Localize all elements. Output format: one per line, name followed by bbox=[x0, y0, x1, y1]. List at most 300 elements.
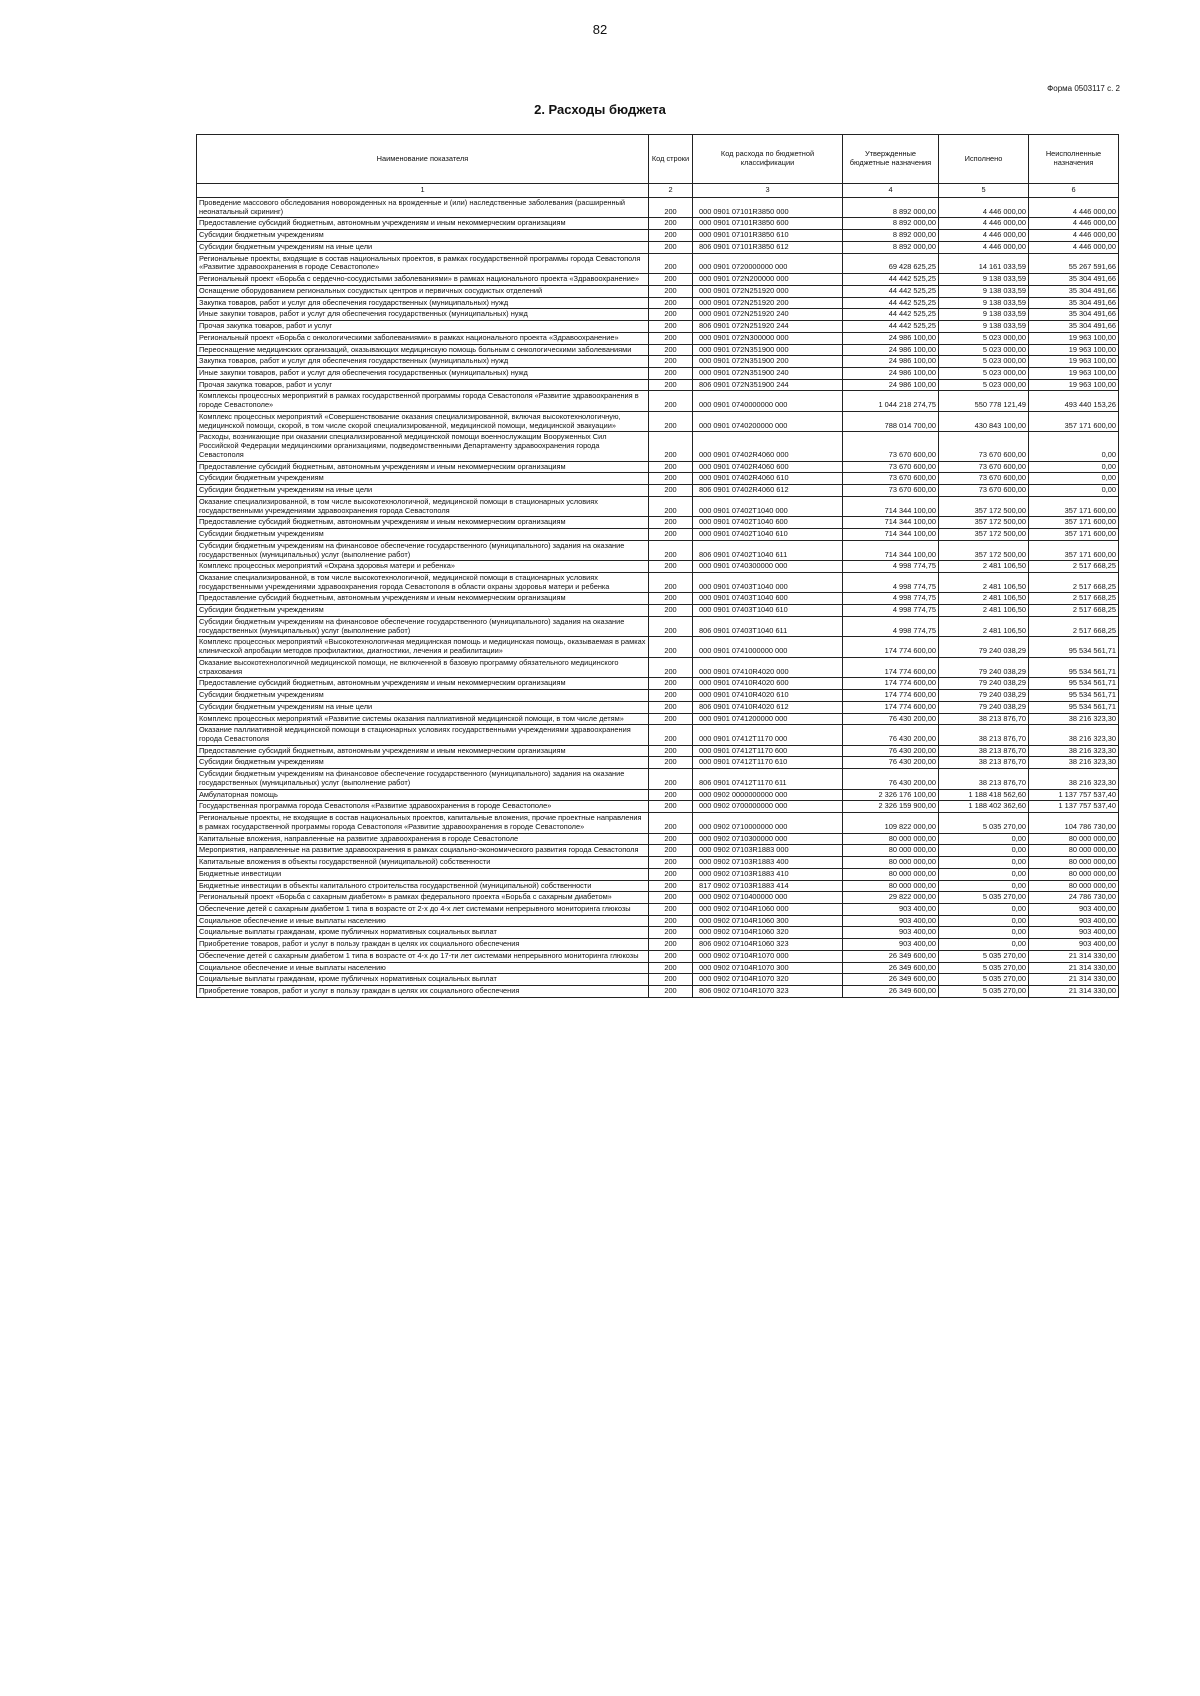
row-executed: 5 035 270,00 bbox=[939, 986, 1029, 998]
header-line-code: Код строки bbox=[649, 135, 693, 184]
row-approved: 73 670 600,00 bbox=[843, 432, 939, 461]
row-unexecuted: 19 963 100,00 bbox=[1029, 379, 1119, 391]
row-unexecuted: 2 517 668,25 bbox=[1029, 593, 1119, 605]
row-name: Субсидии бюджетным учреждениям на финансовое обеспечение государственного (муниципального) задания на оказание государственных (муниципальных) услуг (выполнение работ) bbox=[197, 769, 649, 789]
row-name: Оснащение оборудованием региональных сосудистых центров и первичных сосудистых отделений bbox=[197, 285, 649, 297]
table-row bbox=[197, 927, 1119, 939]
row-unexecuted: 0,00 bbox=[1029, 485, 1119, 497]
row-executed: 38 213 876,70 bbox=[939, 757, 1029, 769]
table-row bbox=[197, 605, 1119, 617]
row-name: Мероприятия, направленные на развитие здравоохранения в рамках социально-экономического развития города Севастополя bbox=[197, 845, 649, 857]
row-approved: 80 000 000,00 bbox=[843, 845, 939, 857]
table-row bbox=[197, 657, 1119, 677]
row-approved: 1 044 218 274,75 bbox=[843, 391, 939, 411]
row-name: Социальные выплаты гражданам, кроме публичных нормативных социальных выплат bbox=[197, 927, 649, 939]
row-budget-code: 000 0902 07103R1883 410 bbox=[693, 868, 843, 880]
table-row bbox=[197, 473, 1119, 485]
row-budget-code: 000 0901 072N351900 000 bbox=[693, 344, 843, 356]
row-approved: 76 430 200,00 bbox=[843, 725, 939, 745]
row-unexecuted: 19 963 100,00 bbox=[1029, 332, 1119, 344]
row-approved: 2 326 176 100,00 bbox=[843, 789, 939, 801]
table-row bbox=[197, 845, 1119, 857]
table-header bbox=[197, 135, 1119, 184]
row-approved: 109 822 000,00 bbox=[843, 813, 939, 833]
row-unexecuted: 19 963 100,00 bbox=[1029, 368, 1119, 380]
table-row bbox=[197, 540, 1119, 560]
row-approved: 24 986 100,00 bbox=[843, 356, 939, 368]
row-executed: 38 213 876,70 bbox=[939, 725, 1029, 745]
row-approved: 76 430 200,00 bbox=[843, 713, 939, 725]
header-unexecuted: Неисполненные назначения bbox=[1029, 135, 1119, 184]
row-name: Субсидии бюджетным учреждениям на иные цели bbox=[197, 701, 649, 713]
row-line-code: 200 bbox=[649, 801, 693, 813]
header-approved: Утвержденные бюджетные назначения bbox=[843, 135, 939, 184]
row-line-code: 200 bbox=[649, 356, 693, 368]
column-number: 2 bbox=[649, 184, 693, 198]
row-name: Бюджетные инвестиции bbox=[197, 868, 649, 880]
row-name: Оказание специализированной, в том числе высокотехнологичной, медицинской помощи в стационарных условиях государственными учреждениями здравоохранения города Севастополя bbox=[197, 496, 649, 516]
row-line-code: 200 bbox=[649, 218, 693, 230]
row-unexecuted: 1 137 757 537,40 bbox=[1029, 801, 1119, 813]
row-line-code: 200 bbox=[649, 198, 693, 218]
row-name: Субсидии бюджетным учреждениям на иные цели bbox=[197, 241, 649, 253]
row-unexecuted: 80 000 000,00 bbox=[1029, 868, 1119, 880]
table-row bbox=[197, 561, 1119, 573]
row-line-code: 200 bbox=[649, 561, 693, 573]
row-executed: 9 138 033,59 bbox=[939, 274, 1029, 286]
row-line-code: 200 bbox=[649, 432, 693, 461]
row-line-code: 200 bbox=[649, 230, 693, 242]
row-executed: 0,00 bbox=[939, 833, 1029, 845]
table-row bbox=[197, 198, 1119, 218]
row-budget-code: 000 0902 07104R1060 000 bbox=[693, 904, 843, 916]
row-approved: 903 400,00 bbox=[843, 927, 939, 939]
row-name: Социальные выплаты гражданам, кроме публичных нормативных социальных выплат bbox=[197, 974, 649, 986]
row-line-code: 200 bbox=[649, 950, 693, 962]
table-row bbox=[197, 701, 1119, 713]
row-executed: 9 138 033,59 bbox=[939, 309, 1029, 321]
table-row bbox=[197, 297, 1119, 309]
row-line-code: 200 bbox=[649, 868, 693, 880]
row-approved: 80 000 000,00 bbox=[843, 857, 939, 869]
row-name: Обеспечение детей с сахарным диабетом 1 типа в возрасте от 2-х до 4-х лет системами непрерывного мониторинга глюкозы bbox=[197, 904, 649, 916]
row-line-code: 200 bbox=[649, 962, 693, 974]
row-line-code: 200 bbox=[649, 789, 693, 801]
row-unexecuted: 2 517 668,25 bbox=[1029, 616, 1119, 636]
row-approved: 174 774 600,00 bbox=[843, 637, 939, 657]
row-executed: 357 172 500,00 bbox=[939, 540, 1029, 560]
row-name: Проведение массового обследования новорожденных на врожденные и (или) наследственные заболевания (расширенный неонатальный скрининг) bbox=[197, 198, 649, 218]
row-unexecuted: 0,00 bbox=[1029, 432, 1119, 461]
row-executed: 430 843 100,00 bbox=[939, 411, 1029, 431]
row-name: Субсидии бюджетным учреждениям на иные цели bbox=[197, 485, 649, 497]
row-executed: 5 023 000,00 bbox=[939, 332, 1029, 344]
row-unexecuted: 80 000 000,00 bbox=[1029, 857, 1119, 869]
row-name: Переоснащение медицинских организаций, оказывающих медицинскую помощь больным с онкологическими заболеваниями bbox=[197, 344, 649, 356]
row-budget-code: 000 0901 07101R3850 600 bbox=[693, 218, 843, 230]
row-line-code: 200 bbox=[649, 274, 693, 286]
row-name: Предоставление субсидий бюджетным, автономным учреждениям и иным некоммерческим организациям bbox=[197, 218, 649, 230]
table-row bbox=[197, 572, 1119, 592]
row-unexecuted: 35 304 491,66 bbox=[1029, 321, 1119, 333]
row-name: Социальное обеспечение и иные выплаты населению bbox=[197, 962, 649, 974]
row-unexecuted: 24 786 730,00 bbox=[1029, 892, 1119, 904]
table-row bbox=[197, 974, 1119, 986]
row-executed: 1 188 418 562,60 bbox=[939, 789, 1029, 801]
row-budget-code: 000 0901 07410R4020 610 bbox=[693, 690, 843, 702]
row-approved: 44 442 525,25 bbox=[843, 285, 939, 297]
row-executed: 5 023 000,00 bbox=[939, 344, 1029, 356]
row-line-code: 200 bbox=[649, 745, 693, 757]
row-unexecuted: 19 963 100,00 bbox=[1029, 344, 1119, 356]
row-approved: 26 349 600,00 bbox=[843, 986, 939, 998]
row-line-code: 200 bbox=[649, 845, 693, 857]
table-row bbox=[197, 939, 1119, 951]
row-executed: 2 481 106,50 bbox=[939, 605, 1029, 617]
row-approved: 4 998 774,75 bbox=[843, 605, 939, 617]
row-approved: 903 400,00 bbox=[843, 904, 939, 916]
row-executed: 0,00 bbox=[939, 845, 1029, 857]
row-executed: 357 172 500,00 bbox=[939, 517, 1029, 529]
row-approved: 26 349 600,00 bbox=[843, 974, 939, 986]
row-approved: 44 442 525,25 bbox=[843, 309, 939, 321]
row-unexecuted: 2 517 668,25 bbox=[1029, 561, 1119, 573]
row-approved: 29 822 000,00 bbox=[843, 892, 939, 904]
row-name: Иные закупки товаров, работ и услуг для обеспечения государственных (муниципальных) нужд bbox=[197, 309, 649, 321]
table-row bbox=[197, 904, 1119, 916]
table-row bbox=[197, 321, 1119, 333]
table-row bbox=[197, 241, 1119, 253]
row-budget-code: 000 0901 07412T1170 600 bbox=[693, 745, 843, 757]
row-unexecuted: 4 446 000,00 bbox=[1029, 218, 1119, 230]
row-unexecuted: 0,00 bbox=[1029, 461, 1119, 473]
row-line-code: 200 bbox=[649, 411, 693, 431]
row-line-code: 200 bbox=[649, 253, 693, 273]
table-row bbox=[197, 218, 1119, 230]
header-budget-code: Код расхода по бюджетной классификации bbox=[693, 135, 843, 184]
row-line-code: 200 bbox=[649, 529, 693, 541]
table-row bbox=[197, 868, 1119, 880]
column-number: 4 bbox=[843, 184, 939, 198]
row-line-code: 200 bbox=[649, 690, 693, 702]
row-executed: 4 446 000,00 bbox=[939, 198, 1029, 218]
row-executed: 5 035 270,00 bbox=[939, 892, 1029, 904]
row-approved: 714 344 100,00 bbox=[843, 529, 939, 541]
row-budget-code: 000 0902 07104R1070 000 bbox=[693, 950, 843, 962]
row-line-code: 200 bbox=[649, 769, 693, 789]
row-name: Предоставление субсидий бюджетным, автономным учреждениям и иным некоммерческим организациям bbox=[197, 745, 649, 757]
row-approved: 76 430 200,00 bbox=[843, 745, 939, 757]
row-name: Капитальные вложения, направленные на развитие здравоохранения в городе Севастополе bbox=[197, 833, 649, 845]
row-executed: 4 446 000,00 bbox=[939, 241, 1029, 253]
table-row bbox=[197, 986, 1119, 998]
row-unexecuted: 80 000 000,00 bbox=[1029, 833, 1119, 845]
row-unexecuted: 38 216 323,30 bbox=[1029, 757, 1119, 769]
row-approved: 80 000 000,00 bbox=[843, 833, 939, 845]
row-budget-code: 000 0901 0740000000 000 bbox=[693, 391, 843, 411]
row-budget-code: 000 0902 07104R1070 320 bbox=[693, 974, 843, 986]
row-unexecuted: 2 517 668,25 bbox=[1029, 572, 1119, 592]
row-approved: 174 774 600,00 bbox=[843, 701, 939, 713]
table-row bbox=[197, 309, 1119, 321]
row-executed: 0,00 bbox=[939, 915, 1029, 927]
row-executed: 73 670 600,00 bbox=[939, 473, 1029, 485]
row-unexecuted: 38 216 323,30 bbox=[1029, 713, 1119, 725]
table-row bbox=[197, 833, 1119, 845]
row-approved: 73 670 600,00 bbox=[843, 461, 939, 473]
row-budget-code: 000 0901 07403T1040 600 bbox=[693, 593, 843, 605]
row-name: Предоставление субсидий бюджетным, автономным учреждениям и иным некоммерческим организациям bbox=[197, 593, 649, 605]
row-name: Закупка товаров, работ и услуг для обеспечения государственных (муниципальных) нужд bbox=[197, 356, 649, 368]
row-budget-code: 000 0902 07104R1070 300 bbox=[693, 962, 843, 974]
row-executed: 4 446 000,00 bbox=[939, 218, 1029, 230]
row-unexecuted: 104 786 730,00 bbox=[1029, 813, 1119, 833]
table-row bbox=[197, 678, 1119, 690]
row-line-code: 200 bbox=[649, 986, 693, 998]
row-executed: 14 161 033,59 bbox=[939, 253, 1029, 273]
table-row bbox=[197, 813, 1119, 833]
row-name: Комплекс процессных мероприятий «Совершенствование оказания специализированной, включая высокотехнологичную, медицинской помощи, скорой, в том числе скорой специализированной, медицинской помощи, медицинской эвакуации» bbox=[197, 411, 649, 431]
row-name: Субсидии бюджетным учреждениям bbox=[197, 757, 649, 769]
row-name: Субсидии бюджетным учреждениям bbox=[197, 473, 649, 485]
row-approved: 44 442 525,25 bbox=[843, 297, 939, 309]
row-approved: 24 986 100,00 bbox=[843, 379, 939, 391]
table-row bbox=[197, 432, 1119, 461]
row-unexecuted: 80 000 000,00 bbox=[1029, 845, 1119, 857]
row-unexecuted: 357 171 600,00 bbox=[1029, 517, 1119, 529]
row-executed: 357 172 500,00 bbox=[939, 529, 1029, 541]
row-budget-code: 806 0901 072N251920 244 bbox=[693, 321, 843, 333]
column-number-row bbox=[197, 184, 1119, 198]
row-executed: 2 481 106,50 bbox=[939, 572, 1029, 592]
row-unexecuted: 493 440 153,26 bbox=[1029, 391, 1119, 411]
row-unexecuted: 35 304 491,66 bbox=[1029, 309, 1119, 321]
row-executed: 1 188 402 362,60 bbox=[939, 801, 1029, 813]
row-line-code: 200 bbox=[649, 939, 693, 951]
row-budget-code: 806 0901 07403T1040 611 bbox=[693, 616, 843, 636]
row-approved: 903 400,00 bbox=[843, 915, 939, 927]
row-name: Обеспечение детей с сахарным диабетом 1 типа в возрасте от 4-х до 17-ти лет системами непрерывного мониторинга глюкозы bbox=[197, 950, 649, 962]
row-unexecuted: 357 171 600,00 bbox=[1029, 411, 1119, 431]
row-approved: 80 000 000,00 bbox=[843, 868, 939, 880]
row-unexecuted: 903 400,00 bbox=[1029, 904, 1119, 916]
row-approved: 76 430 200,00 bbox=[843, 757, 939, 769]
table-row bbox=[197, 461, 1119, 473]
row-name: Субсидии бюджетным учреждениям на финансовое обеспечение государственного (муниципального) задания на оказание государственных (муниципальных) услуг (выполнение работ) bbox=[197, 540, 649, 560]
row-unexecuted: 80 000 000,00 bbox=[1029, 880, 1119, 892]
row-line-code: 200 bbox=[649, 461, 693, 473]
row-budget-code: 000 0901 07402R4060 000 bbox=[693, 432, 843, 461]
row-unexecuted: 95 534 561,71 bbox=[1029, 678, 1119, 690]
row-executed: 5 035 270,00 bbox=[939, 950, 1029, 962]
row-name: Комплексы процессных мероприятий в рамках государственной программы города Севастополя «Развитие здравоохранения в городе Севастополе» bbox=[197, 391, 649, 411]
row-budget-code: 000 0901 07412T1170 610 bbox=[693, 757, 843, 769]
table-row bbox=[197, 496, 1119, 516]
row-line-code: 200 bbox=[649, 368, 693, 380]
form-code: Форма 0503117 с. 2 bbox=[1047, 84, 1120, 93]
row-budget-code: 000 0901 07101R3850 610 bbox=[693, 230, 843, 242]
column-number: 6 bbox=[1029, 184, 1119, 198]
row-executed: 4 446 000,00 bbox=[939, 230, 1029, 242]
row-budget-code: 000 0902 0000000000 000 bbox=[693, 789, 843, 801]
row-executed: 79 240 038,29 bbox=[939, 701, 1029, 713]
row-budget-code: 000 0901 07412T1170 000 bbox=[693, 725, 843, 745]
row-approved: 73 670 600,00 bbox=[843, 485, 939, 497]
row-budget-code: 806 0901 07412T1170 611 bbox=[693, 769, 843, 789]
row-name: Региональные проекты, не входящие в состав национальных проектов, капитальные вложения, прочие проектные направления в рамках государственной программы города Севастополя «Развитие здравоохранения в городе Севастополе» bbox=[197, 813, 649, 833]
row-budget-code: 000 0901 07402T1040 610 bbox=[693, 529, 843, 541]
row-approved: 788 014 700,00 bbox=[843, 411, 939, 431]
row-budget-code: 000 0901 07402R4060 610 bbox=[693, 473, 843, 485]
table-row bbox=[197, 379, 1119, 391]
row-name: Предоставление субсидий бюджетным, автономным учреждениям и иным некоммерческим организациям bbox=[197, 678, 649, 690]
row-name: Комплекс процессных мероприятий «Охрана здоровья матери и ребенка» bbox=[197, 561, 649, 573]
row-executed: 79 240 038,29 bbox=[939, 678, 1029, 690]
row-line-code: 200 bbox=[649, 241, 693, 253]
row-unexecuted: 21 314 330,00 bbox=[1029, 950, 1119, 962]
row-unexecuted: 95 534 561,71 bbox=[1029, 657, 1119, 677]
row-executed: 0,00 bbox=[939, 939, 1029, 951]
row-name: Иные закупки товаров, работ и услуг для обеспечения государственных (муниципальных) нужд bbox=[197, 368, 649, 380]
row-budget-code: 000 0902 07103R1883 000 bbox=[693, 845, 843, 857]
row-line-code: 200 bbox=[649, 605, 693, 617]
row-name: Закупка товаров, работ и услуг для обеспечения государственных (муниципальных) нужд bbox=[197, 297, 649, 309]
row-budget-code: 000 0901 0741000000 000 bbox=[693, 637, 843, 657]
row-executed: 38 213 876,70 bbox=[939, 769, 1029, 789]
row-budget-code: 000 0901 07410R4020 600 bbox=[693, 678, 843, 690]
table-row bbox=[197, 485, 1119, 497]
row-budget-code: 806 0902 07104R1070 323 bbox=[693, 986, 843, 998]
row-executed: 38 213 876,70 bbox=[939, 713, 1029, 725]
row-unexecuted: 903 400,00 bbox=[1029, 915, 1119, 927]
row-unexecuted: 95 534 561,71 bbox=[1029, 690, 1119, 702]
row-name: Оказание специализированной, в том числе высокотехнологичной, медицинской помощи в стационарных условиях государственными учреждениями здравоохранения города Севастополя в области охраны здоровья матери и ребенка bbox=[197, 572, 649, 592]
row-budget-code: 806 0901 07410R4020 612 bbox=[693, 701, 843, 713]
row-approved: 714 344 100,00 bbox=[843, 496, 939, 516]
table-row bbox=[197, 745, 1119, 757]
row-unexecuted: 4 446 000,00 bbox=[1029, 230, 1119, 242]
row-line-code: 200 bbox=[649, 813, 693, 833]
row-budget-code: 806 0901 07402R4060 612 bbox=[693, 485, 843, 497]
row-name: Приобретение товаров, работ и услуг в пользу граждан в целях их социального обеспечения bbox=[197, 939, 649, 951]
table-row bbox=[197, 880, 1119, 892]
row-name: Оказание паллиативной медицинской помощи в стационарных условиях государственными учреждениями здравоохранения города Севастополя bbox=[197, 725, 649, 745]
row-executed: 0,00 bbox=[939, 927, 1029, 939]
row-approved: 8 892 000,00 bbox=[843, 241, 939, 253]
row-unexecuted: 357 171 600,00 bbox=[1029, 540, 1119, 560]
row-budget-code: 000 0901 07410R4020 000 bbox=[693, 657, 843, 677]
row-executed: 5 023 000,00 bbox=[939, 379, 1029, 391]
table-row bbox=[197, 962, 1119, 974]
row-name: Комплекс процессных мероприятий «Высокотехнологичная медицинская помощь и медицинская помощь, оказываемая в рамках клинической апробации методов профилактики, диагностики, лечения и реабилитации» bbox=[197, 637, 649, 657]
row-name: Субсидии бюджетным учреждениям на финансовое обеспечение государственного (муниципального) задания на оказание государственных (муниципальных) услуг (выполнение работ) bbox=[197, 616, 649, 636]
row-approved: 44 442 525,25 bbox=[843, 274, 939, 286]
section-title: 2. Расходы бюджета bbox=[534, 102, 666, 117]
row-name: Региональные проекты, входящие в состав национальных проектов, в рамках государственной программы города Севастополя «Развитие здравоохранения в городе Севастополе» bbox=[197, 253, 649, 273]
row-line-code: 200 bbox=[649, 880, 693, 892]
row-approved: 4 998 774,75 bbox=[843, 616, 939, 636]
row-unexecuted: 19 963 100,00 bbox=[1029, 356, 1119, 368]
table-row bbox=[197, 356, 1119, 368]
row-budget-code: 000 0901 07402T1040 600 bbox=[693, 517, 843, 529]
row-executed: 79 240 038,29 bbox=[939, 690, 1029, 702]
row-budget-code: 000 0901 0740300000 000 bbox=[693, 561, 843, 573]
row-budget-code: 000 0901 072N351900 200 bbox=[693, 356, 843, 368]
row-executed: 2 481 106,50 bbox=[939, 593, 1029, 605]
table-row bbox=[197, 253, 1119, 273]
row-line-code: 200 bbox=[649, 517, 693, 529]
row-approved: 80 000 000,00 bbox=[843, 880, 939, 892]
page-number: 82 bbox=[592, 22, 608, 37]
table-row bbox=[197, 411, 1119, 431]
row-unexecuted: 903 400,00 bbox=[1029, 939, 1119, 951]
row-budget-code: 000 0901 072N251920 200 bbox=[693, 297, 843, 309]
row-unexecuted: 95 534 561,71 bbox=[1029, 701, 1119, 713]
row-executed: 5 035 270,00 bbox=[939, 962, 1029, 974]
row-name: Бюджетные инвестиции в объекты капитального строительства государственной (муниципальной) собственности bbox=[197, 880, 649, 892]
row-approved: 8 892 000,00 bbox=[843, 198, 939, 218]
row-approved: 4 998 774,75 bbox=[843, 593, 939, 605]
row-executed: 0,00 bbox=[939, 857, 1029, 869]
row-name: Государственная программа города Севастополя «Развитие здравоохранения в городе Севастополе» bbox=[197, 801, 649, 813]
row-executed: 79 240 038,29 bbox=[939, 637, 1029, 657]
row-executed: 9 138 033,59 bbox=[939, 321, 1029, 333]
row-unexecuted: 903 400,00 bbox=[1029, 927, 1119, 939]
table-row bbox=[197, 332, 1119, 344]
row-approved: 24 986 100,00 bbox=[843, 368, 939, 380]
row-budget-code: 000 0902 0700000000 000 bbox=[693, 801, 843, 813]
row-line-code: 200 bbox=[649, 297, 693, 309]
row-line-code: 200 bbox=[649, 616, 693, 636]
row-line-code: 200 bbox=[649, 473, 693, 485]
row-unexecuted: 4 446 000,00 bbox=[1029, 198, 1119, 218]
row-line-code: 200 bbox=[649, 332, 693, 344]
row-name: Комплекс процессных мероприятий «Развитие системы оказания паллиативной медицинской помощи, в том числе детям» bbox=[197, 713, 649, 725]
row-approved: 76 430 200,00 bbox=[843, 769, 939, 789]
row-approved: 24 986 100,00 bbox=[843, 344, 939, 356]
row-name: Предоставление субсидий бюджетным, автономным учреждениям и иным некоммерческим организациям bbox=[197, 517, 649, 529]
row-executed: 5 035 270,00 bbox=[939, 813, 1029, 833]
row-line-code: 200 bbox=[649, 915, 693, 927]
row-unexecuted: 357 171 600,00 bbox=[1029, 529, 1119, 541]
row-budget-code: 806 0901 072N351900 244 bbox=[693, 379, 843, 391]
row-name: Предоставление субсидий бюджетным, автономным учреждениям и иным некоммерческим организациям bbox=[197, 461, 649, 473]
row-unexecuted: 21 314 330,00 bbox=[1029, 962, 1119, 974]
row-executed: 79 240 038,29 bbox=[939, 657, 1029, 677]
table-row bbox=[197, 769, 1119, 789]
row-approved: 69 428 625,25 bbox=[843, 253, 939, 273]
row-budget-code: 000 0902 07104R1060 320 bbox=[693, 927, 843, 939]
row-approved: 174 774 600,00 bbox=[843, 690, 939, 702]
table-row bbox=[197, 391, 1119, 411]
row-name: Субсидии бюджетным учреждениям bbox=[197, 230, 649, 242]
row-name: Капитальные вложения в объекты государственной (муниципальной) собственности bbox=[197, 857, 649, 869]
table-row bbox=[197, 529, 1119, 541]
row-approved: 26 349 600,00 bbox=[843, 962, 939, 974]
row-line-code: 200 bbox=[649, 391, 693, 411]
row-line-code: 200 bbox=[649, 657, 693, 677]
row-executed: 357 172 500,00 bbox=[939, 496, 1029, 516]
row-line-code: 200 bbox=[649, 713, 693, 725]
row-approved: 174 774 600,00 bbox=[843, 657, 939, 677]
row-approved: 2 326 159 900,00 bbox=[843, 801, 939, 813]
row-budget-code: 000 0901 0741200000 000 bbox=[693, 713, 843, 725]
row-budget-code: 000 0901 072N251920 000 bbox=[693, 285, 843, 297]
table-body bbox=[197, 184, 1119, 998]
row-executed: 5 035 270,00 bbox=[939, 974, 1029, 986]
header-executed: Исполнено bbox=[939, 135, 1029, 184]
table-row bbox=[197, 517, 1119, 529]
